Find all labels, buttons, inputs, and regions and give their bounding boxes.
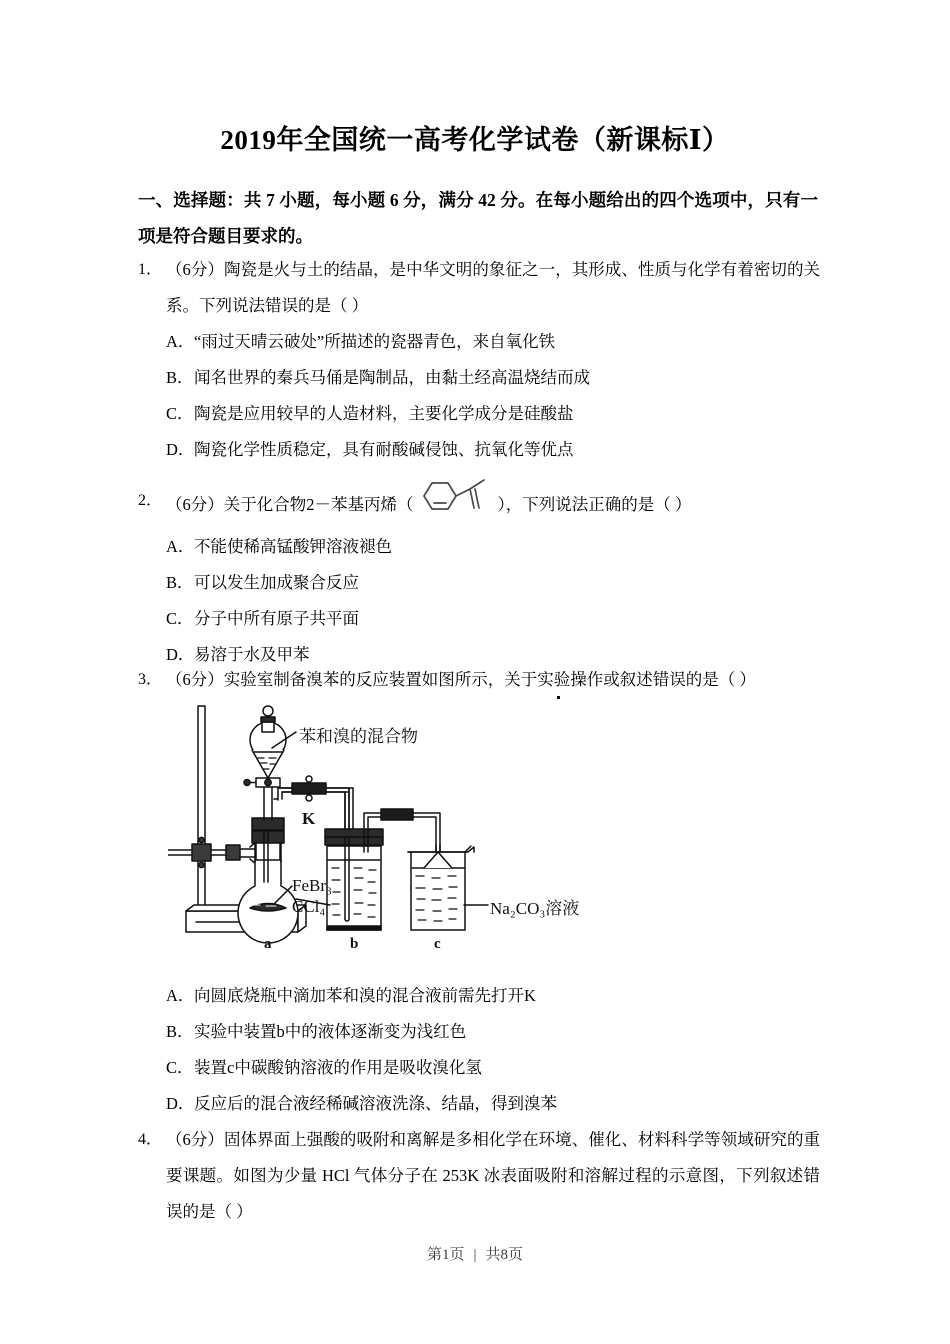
option-label: B． — [166, 573, 194, 592]
question-3-options — [166, 978, 820, 1122]
figure-label-solvent-ccl4: CCl₄ — [292, 897, 326, 916]
option-label: D． — [166, 645, 195, 664]
question-3-number: 3． — [138, 671, 163, 688]
bromobenzene-preparation-apparatus — [168, 700, 628, 962]
option-label: A． — [166, 537, 195, 556]
question-2-stem-after: ），下列说法正确的是（ ） — [497, 494, 692, 514]
option-text: 反应后的混合液经稀碱溶液洗涤、结晶，得到溴苯 — [194, 1094, 557, 1113]
question-2-option-b[interactable] — [166, 565, 820, 601]
footer-current-page: 第1页 — [426, 1247, 465, 1263]
question-2-option-a[interactable] — [166, 529, 820, 565]
question-4-stem-text: 固体界面上强酸的吸附和离解是多相化学在环境、催化、材料科学等领域研究的重要课题。如图为少量 HCl 气体分子在 253K 冰表面吸附和溶解过程的示意图，下列叙述错误的是（ ） — [166, 1130, 821, 1221]
question-1-option-a[interactable] — [166, 324, 820, 360]
question-1-stem-text: 陶瓷是火与土的结晶，是中华文明的象征之一，其形成、性质与化学有着密切的关系。下列说法错误的是（ ） — [166, 260, 821, 315]
option-label: C． — [166, 1058, 194, 1077]
question-2-number: 2． — [138, 492, 163, 509]
figure-label-stopcock-k: K — [302, 809, 316, 828]
option-label: C． — [166, 609, 194, 628]
figure-label-absorbent-na2co3: Na₂CO₃溶液 — [490, 899, 580, 918]
option-text: 分子中所有原子共平面 — [194, 609, 359, 628]
option-text: 陶瓷是应用较早的人造材料，主要化学成分是硅酸盐 — [194, 404, 574, 423]
section-header: 一、选择题：共 7 小题，每小题 6 分，满分 42 分。在每小题给出的四个选项中，只有一项是符合题目要求的。 — [138, 190, 818, 246]
option-text: 向圆底烧瓶中滴加苯和溴的混合液前需先打开K — [194, 986, 536, 1005]
option-text: 可以发生加成聚合反应 — [194, 573, 359, 592]
question-3-option-a[interactable] — [166, 978, 820, 1014]
question-2-stem-before: 关于化合物2－苯基丙烯（ — [223, 494, 414, 514]
question-1-stem — [166, 252, 820, 324]
stray-dot-artifact — [557, 696, 560, 699]
figure-label-device-c: c — [434, 936, 441, 952]
option-label: D． — [166, 1094, 195, 1113]
footer-separator: | — [473, 1247, 477, 1263]
question-2 — [138, 483, 820, 673]
option-label: A． — [166, 986, 195, 1005]
question-3-stem-text: 实验室制备溴苯的反应装置如图所示，关于实验操作或叙述错误的是（ ） — [223, 670, 756, 689]
page-title: 2019年全国统一高考化学试卷（新课标Ⅰ） — [220, 125, 730, 155]
question-3-score: （6分） — [166, 670, 224, 689]
option-label: B． — [166, 368, 194, 387]
option-text: 实验中装置b中的液体逐渐变为浅红色 — [194, 1022, 467, 1041]
question-2-option-c[interactable] — [166, 601, 820, 637]
question-4-score: （6分） — [166, 1130, 224, 1149]
question-1 — [138, 252, 820, 468]
option-text: 不能使稀高锰酸钾溶液褪色 — [194, 537, 392, 556]
footer-total-pages: 共8页 — [485, 1247, 524, 1263]
question-1-option-c[interactable] — [166, 396, 820, 432]
question-1-score: （6分） — [166, 260, 224, 279]
page-footer — [0, 1243, 950, 1264]
option-text: “雨过天晴云破处”所描述的瓷器青色，来自氧化铁 — [194, 332, 556, 351]
option-text: 闻名世界的秦兵马俑是陶制品，由黏土经高温烧结而成 — [194, 368, 590, 387]
option-text: 装置c中碳酸钠溶液的作用是吸收溴化氢 — [194, 1058, 482, 1077]
figure-label-device-a: a — [264, 936, 272, 952]
question-1-number: 1． — [138, 261, 163, 278]
figure-label-device-b: b — [350, 936, 359, 952]
question-3-option-c[interactable] — [166, 1050, 820, 1086]
question-3 — [138, 662, 820, 698]
option-label: B． — [166, 1022, 194, 1041]
option-text: 易溶于水及甲苯 — [194, 645, 310, 664]
question-2-stem — [166, 483, 820, 529]
option-label: C． — [166, 404, 194, 423]
question-4-stem — [166, 1122, 820, 1230]
option-label: A． — [166, 332, 195, 351]
question-4-number: 4． — [138, 1131, 163, 1148]
question-3-option-d[interactable] — [166, 1086, 820, 1122]
option-text: 陶瓷化学性质稳定，具有耐酸碱侵蚀、抗氧化等优点 — [194, 440, 574, 459]
question-4 — [138, 1122, 820, 1230]
question-3-stem — [166, 662, 820, 698]
question-2-score: （6分） — [166, 494, 224, 514]
question-3-option-b[interactable] — [166, 1014, 820, 1050]
2-phenylpropene-structure-icon — [414, 474, 498, 520]
question-1-option-b[interactable] — [166, 360, 820, 396]
question-1-option-d[interactable] — [166, 432, 820, 468]
figure-label-funnel-contents: 苯和溴的混合物 — [299, 727, 418, 746]
option-label: D． — [166, 440, 195, 459]
figure-label-catalyst-febr3: FeBr₃ — [292, 876, 332, 895]
